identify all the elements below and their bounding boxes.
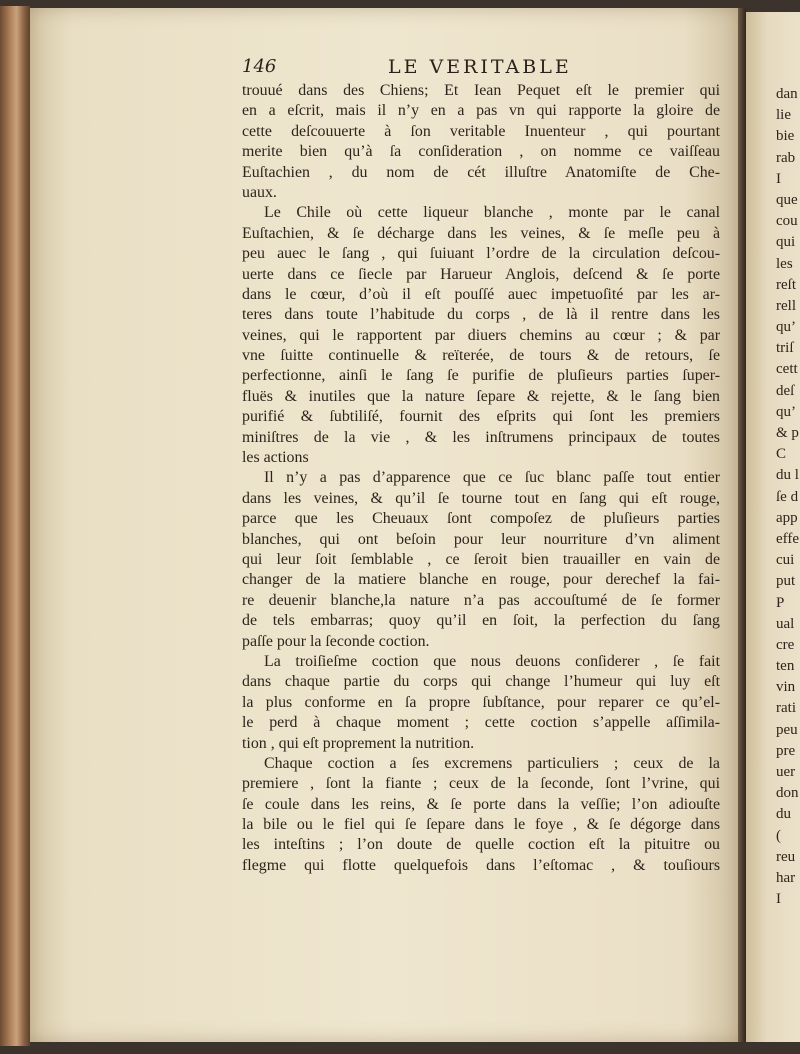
text-line: dans les veines, & qu’il ſe tourne tout en ſang qui eſt rouge, (242, 489, 720, 507)
facing-line-fragment: cre (776, 636, 795, 653)
text-line: blanches, qui ont beſoin pour leur nourriture d’vn aliment (242, 530, 720, 548)
facing-line-fragment: deſ (776, 382, 795, 399)
facing-line-fragment: cui (776, 552, 795, 569)
facing-line-fragment: ual (776, 615, 795, 632)
text-line: les inteſtins ; l’on doute de quelle coction eſt la pituitre ou (242, 836, 720, 854)
facing-line-fragment: & p (776, 425, 799, 441)
text-line: ſe coule dans les reins, & ſe porte dans la veſſie; l’on adiouſte (242, 795, 720, 813)
facing-line-fragment: qu’ (776, 319, 796, 336)
facing-line-fragment: C (776, 446, 787, 463)
text-line: vne ſuitte continuelle & reïterée, de tours & de retours, ſe (242, 347, 720, 365)
book-binding (0, 6, 30, 1046)
text-line: La troiſieſme coction que nous deuons conſiderer , ſe fait (264, 652, 720, 670)
facing-line-fragment: bie (776, 128, 795, 145)
text-line: perfectionne, ainſi le ſang ſe purifie de pluſieurs parties ſuper- (242, 367, 720, 385)
facing-page-text (746, 12, 800, 912)
text-line: Il n’y a pas d’apparence que ce ſuc blanc paſſe tout entier (264, 469, 720, 487)
text-line: de tels embarras; quoy qu’il en ſoit, la perfection du ſang (242, 612, 720, 630)
facing-line-fragment: peu (776, 721, 798, 738)
facing-line-fragment: reu (776, 848, 796, 865)
text-line: dans chaque partie du corps qui change l’humeur qui luy eſt (242, 673, 720, 691)
facing-line-fragment: ( (776, 827, 781, 844)
facing-line-fragment: du l (776, 467, 799, 484)
facing-line-fragment: les (776, 255, 793, 272)
text-line: tion , qui eſt proprement la nutrition. (242, 734, 475, 752)
text-line: les actions (242, 449, 309, 467)
text-line: la plus conforme en ſa propre ſubſtance, pour reparer ce qu’el- (242, 693, 720, 711)
text-line: peu auec le ſang , qui ſuiuant l’ordre de la circulation deſcou- (242, 245, 720, 263)
text-line: dans le cœur, d’où il eſt pouſſé auec impetuoſité par les ar- (242, 285, 720, 303)
text-line: Euſtachien , du nom de cét illuſtre Anatomiſte de Che- (242, 163, 720, 181)
text-line: re deuenir blanche,la nature n’a pas accouſtumé de ſe former (242, 591, 720, 609)
facing-line-fragment: I (776, 891, 781, 908)
facing-line-fragment: P (776, 594, 785, 611)
text-line: parce que les Cheuaux ſont compoſez de pluſieurs parties (242, 510, 720, 528)
text-line: fluës & inutiles que la nature ſepare & rejette, & le ſang bien (242, 387, 720, 405)
facing-line-fragment: cett (776, 361, 798, 378)
text-line: cette deſcouuerte à ſon veritable Inuenteur , qui pourtant (242, 122, 720, 140)
facing-page (746, 12, 800, 1042)
text-line: flegme qui flotte quelquefois dans l’eſtomac , & touſiours (242, 856, 720, 874)
text-line: la bile ou le fiel qui ſe ſepare dans le foye , & ſe dégorge dans (242, 816, 720, 834)
page-number: 146 (242, 56, 277, 77)
running-head: LE VERITABLE (388, 56, 572, 78)
text-line: merite bien qu’à ſa conſideration , on nomme ce vaiſſeau (242, 143, 720, 161)
page-header (242, 56, 720, 82)
text-line: uerte dans ce ſiecle par Harueur Anglois, deſcend & ſe porte (242, 265, 720, 283)
text-line: purifié & ſubtiliſé, fournit des eſprits qui ſont les premiers (242, 408, 720, 426)
facing-line-fragment: don (776, 785, 799, 802)
facing-line-fragment: du (776, 806, 791, 823)
facing-line-fragment: qui (776, 234, 796, 251)
text-line: trouué dans des Chiens; Et Iean Pequet eſt le premier qui (242, 82, 720, 99)
facing-line-fragment: reſt (776, 276, 796, 293)
facing-line-fragment: ten (776, 658, 795, 675)
facing-line-fragment: har (776, 869, 796, 886)
text-line: qui leur ſoit ſemblable , ce ſeroit bien trauailler en vain de (242, 550, 720, 568)
text-line: Chaque coction a ſes excremens particuliers ; ceux de la (264, 754, 720, 772)
text-line: teres dans toute l’habitude du corps , de là il rentre dans les (242, 306, 720, 324)
facing-line-fragment: que (776, 191, 798, 208)
facing-line-fragment: cou (776, 213, 798, 230)
text-line: uaux. (242, 183, 277, 201)
facing-line-fragment: rab (776, 149, 796, 166)
facing-line-fragment: lie (776, 107, 791, 124)
text-line: miniſtres de la vie , & les inſtrumens principaux de toutes (242, 428, 720, 446)
facing-line-fragment: pre (776, 742, 796, 759)
text-line: changer de la matiere blanche en rouge, pour derechef la fai- (242, 571, 720, 589)
text-line: en a eſcrit, mais il n’y en a pas vn qui rapporte la gloire de (242, 102, 720, 120)
facing-line-fragment: rell (776, 297, 796, 314)
text-line: veines, qui le rapportent par diuers chemins au cœur ; & par (242, 326, 720, 344)
page-gutter (738, 8, 746, 1042)
text-line: Euſtachien, & ſe décharge dans les veines, & ſe meſle peu à (242, 224, 720, 242)
facing-line-fragment: qu’ (776, 403, 796, 420)
facing-line-fragment: app (776, 509, 798, 526)
facing-line-fragment: dan (776, 86, 798, 102)
facing-line-fragment: I (776, 170, 781, 187)
page-body-text (242, 81, 720, 876)
text-line: le perd à chaque moment ; cette coction s’appelle aſſimila- (242, 714, 720, 732)
facing-line-fragment: ſe d (776, 488, 799, 505)
facing-line-fragment: rati (776, 700, 796, 717)
facing-line-fragment: put (776, 573, 796, 590)
facing-line-fragment: triſ (776, 340, 794, 357)
facing-line-fragment: uer (776, 764, 796, 780)
text-line: premiere , ſont la fiante ; ceux de la ſeconde, ſont l’vrine, qui (242, 775, 720, 793)
text-line: paſſe pour la ſeconde coction. (242, 632, 430, 650)
text-line: Le Chile où cette liqueur blanche , monte par le canal (264, 204, 720, 222)
facing-line-fragment: effe (776, 530, 800, 547)
facing-line-fragment: vin (776, 679, 796, 696)
